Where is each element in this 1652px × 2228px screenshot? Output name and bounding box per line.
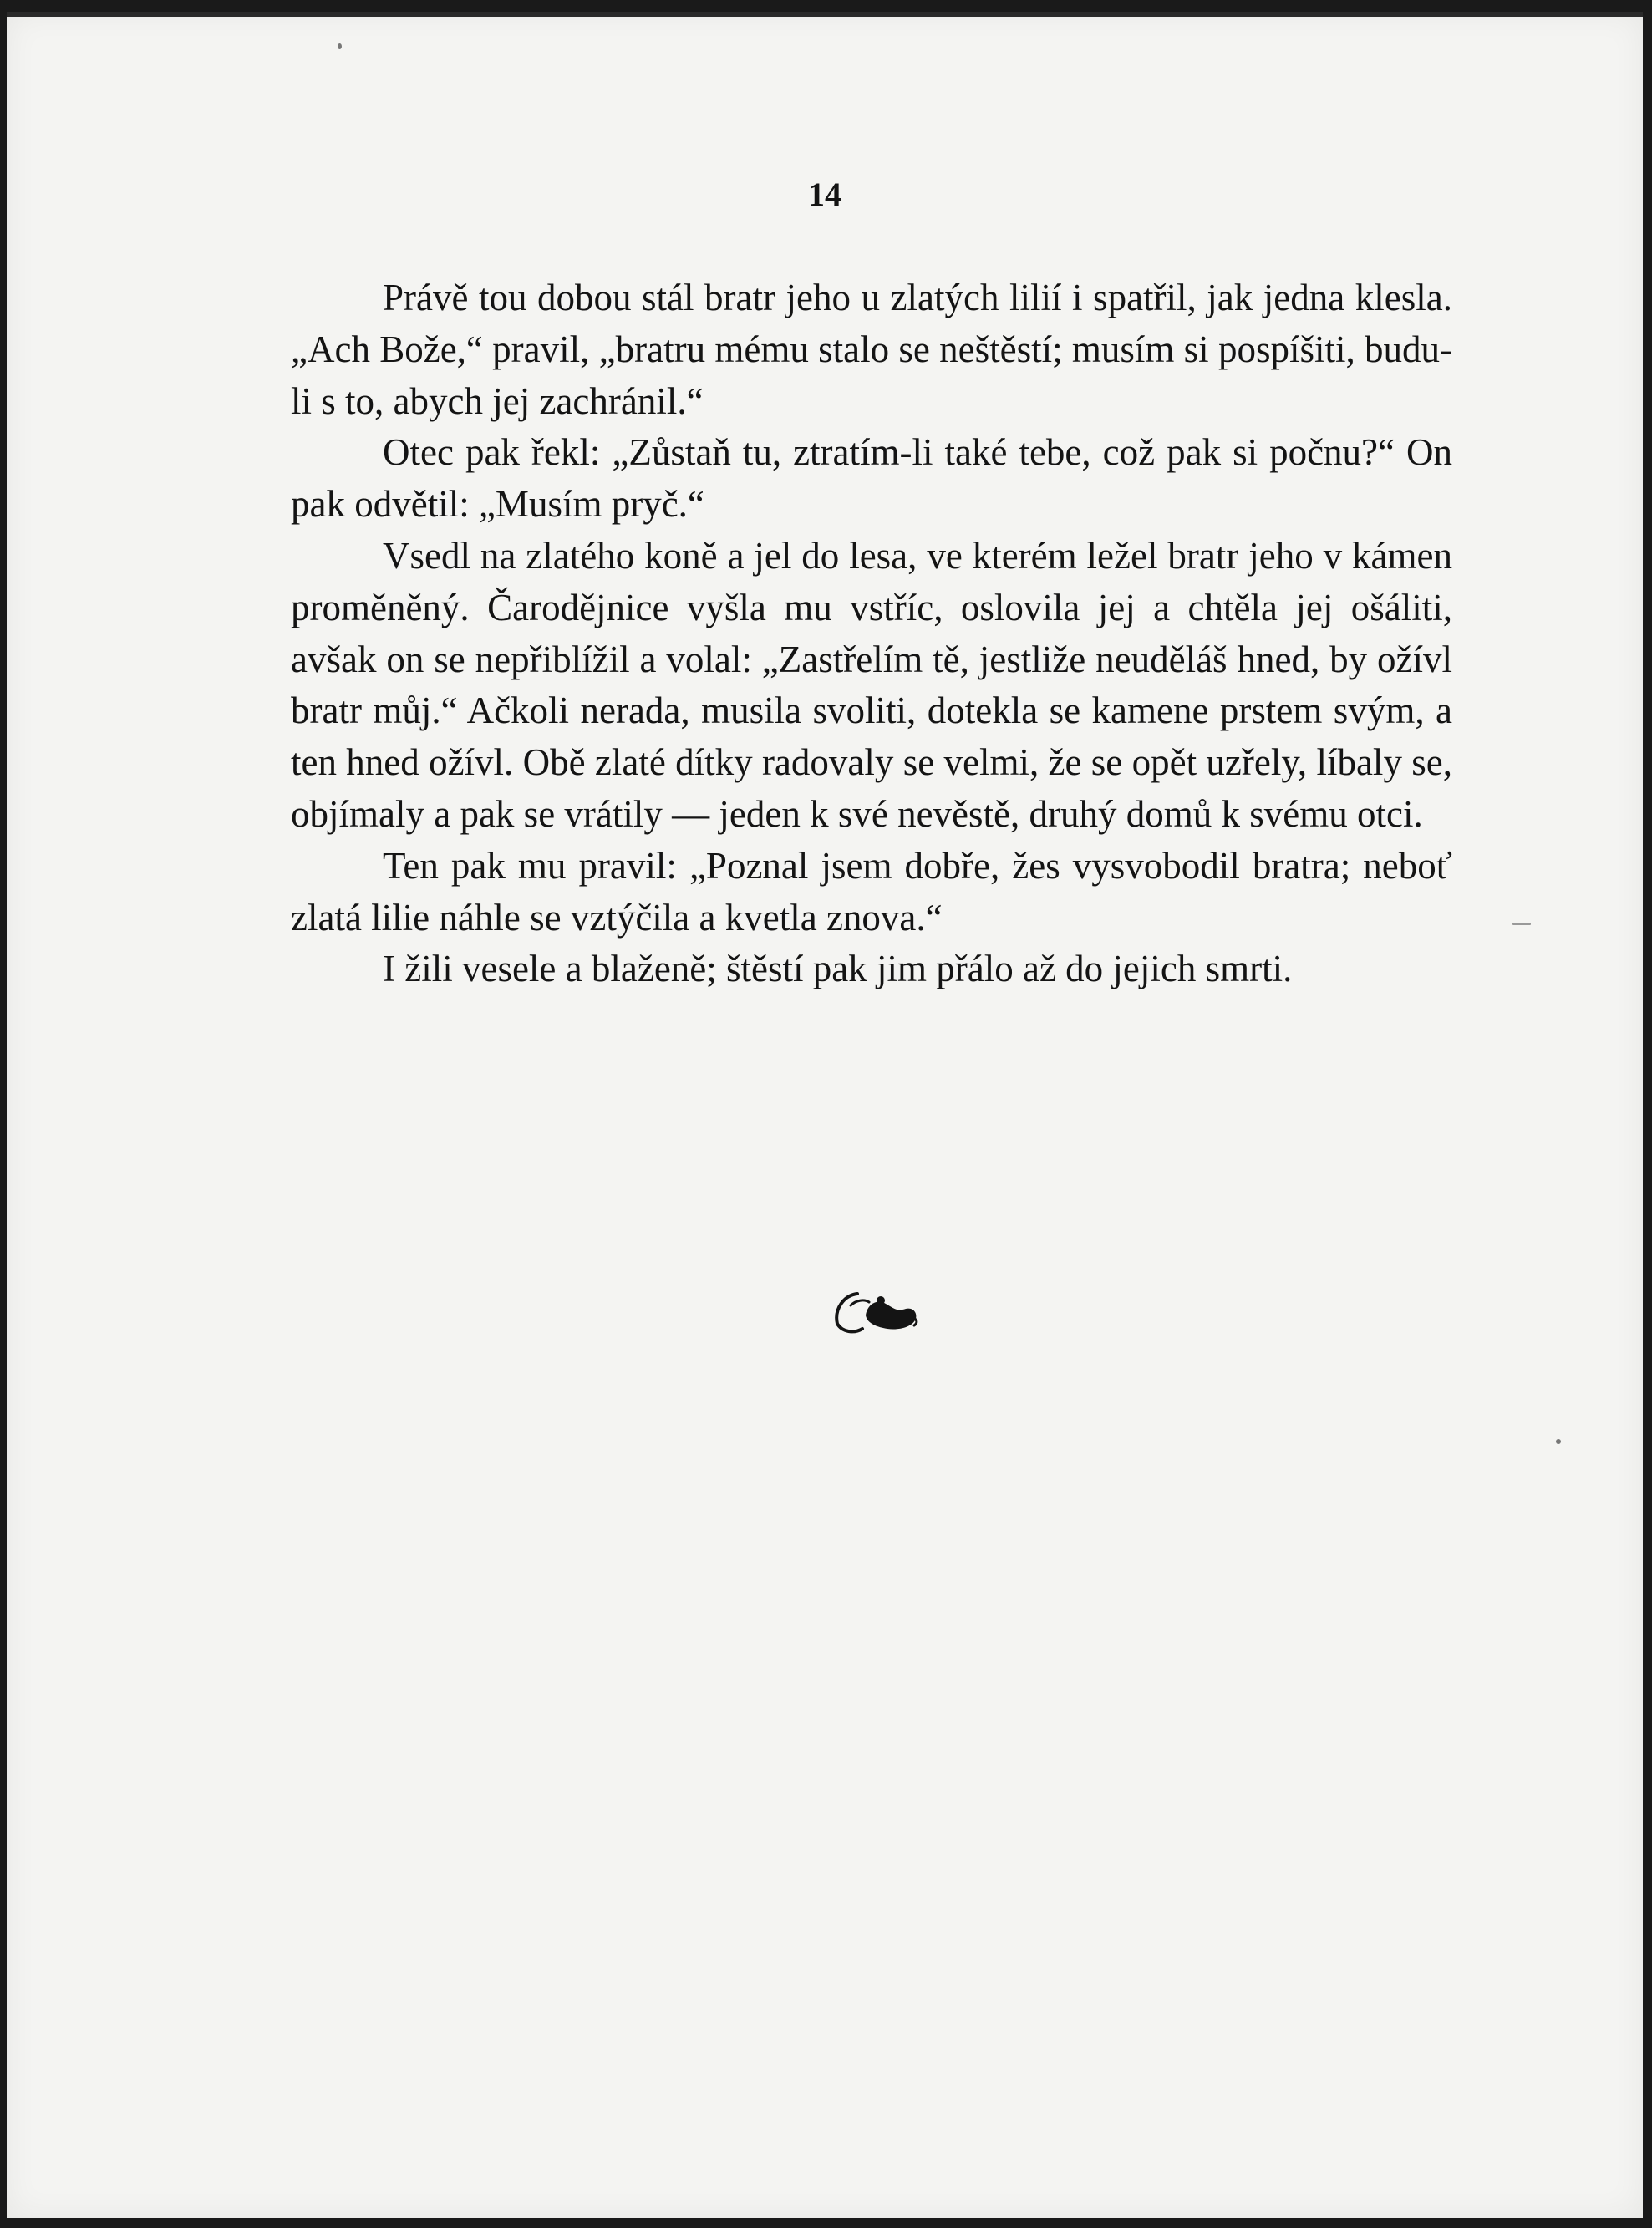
scan-speck bbox=[1556, 1439, 1561, 1444]
paragraph-1: Právě tou dobou stál bratr jeho u zlatých lilií i spatřil, jak jedna klesla. „Ach Bože,“ pravil, „bratru mému stalo se neštěstí; musím si pospíšiti, budu-li s to, abych jej zachránil.“ bbox=[291, 277, 1452, 422]
paragraph-2: Otec pak řekl: „Zůstaň tu, ztratím-li také tebe, což pak si počnu?“ On pak odvětil: „Musím pryč.“ bbox=[291, 431, 1452, 526]
page-number: 14 bbox=[808, 175, 841, 213]
scan-edge bbox=[7, 12, 1643, 17]
paragraph-5: I žili vesele a blaženě; štěstí pak jim přálo až do jejich smrti. bbox=[383, 948, 1293, 990]
paragraph-4: Ten pak mu pravil: „Poznal jsem dobře, žes vysvobodil bratra; neboť zlatá lilie náhle se vztýčila a kvetla znova.“ bbox=[291, 844, 1452, 939]
paragraph-3: Vsedl na zlatého koně a jel do lesa, ve kterém ležel bratr jeho v kámen proměněný. Čarodějnice vyšla mu vstříc, oslovila jej a chtěla jej ošáliti, avšak on se nepřiblížil a volal: „Zastřelím tě, jestliže neuděláš hned, by ožívl bratr můj.“ Ačkoli nerada, musila svoliti, dotekla se kamene prstem svým, a ten hned ožívl. Obě zlaté dítky radovaly se velmi, že se opět uzřely, líbaly se, objímaly a pak se vrátily — jeden k své nevěstě, druhý domů k svému otci. bbox=[291, 534, 1452, 835]
body-text bbox=[291, 272, 1452, 995]
scan-speck bbox=[1512, 923, 1531, 925]
fleuron-icon bbox=[826, 1275, 926, 1342]
book-page bbox=[7, 12, 1643, 2218]
scan-speck bbox=[338, 43, 342, 49]
